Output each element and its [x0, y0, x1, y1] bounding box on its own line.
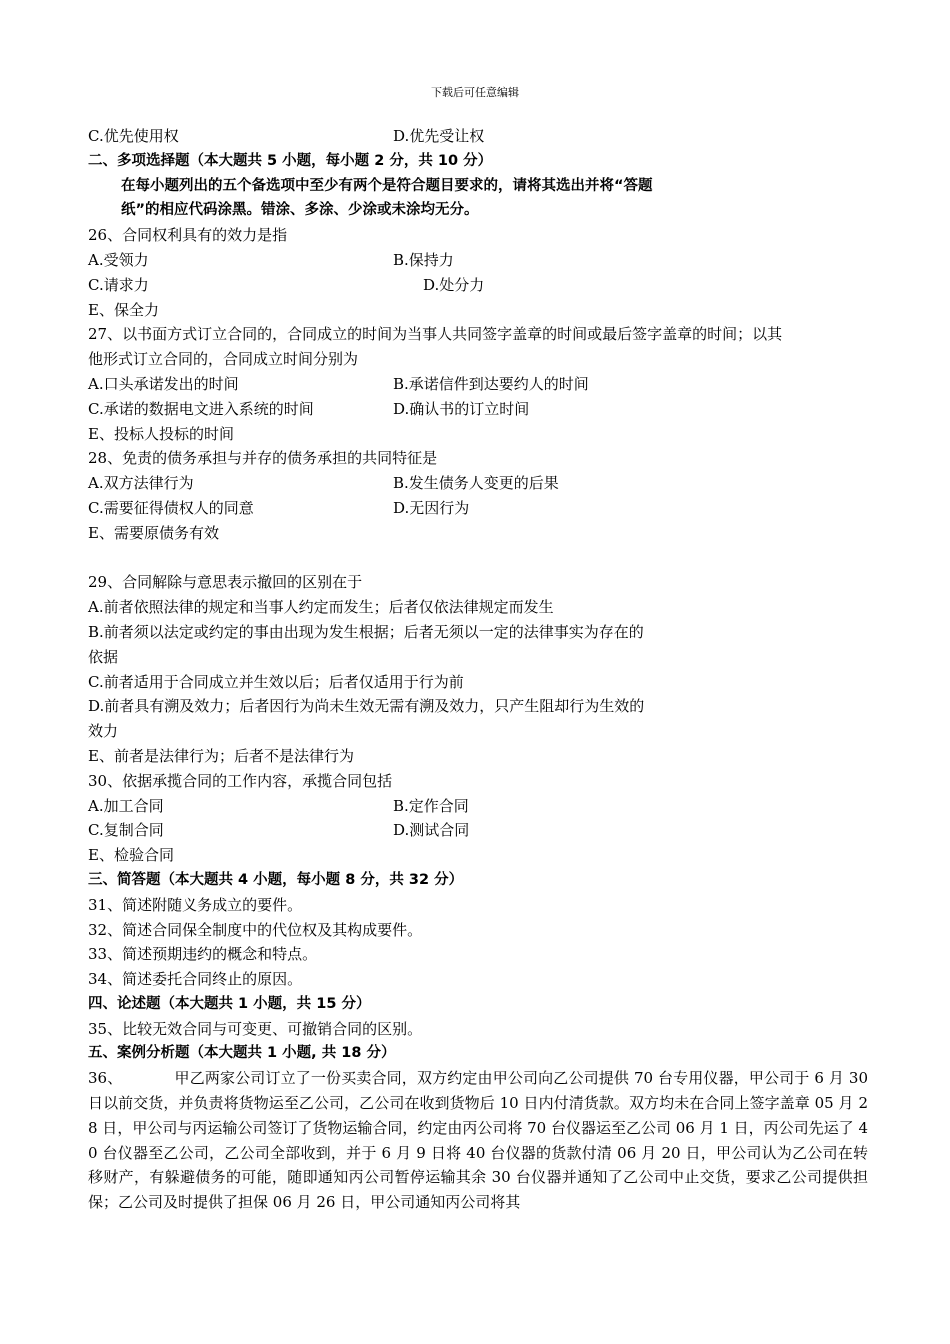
section-2-instruction-line2: 纸”的相应代码涂黑。错涂、多涂、少涂或未涂均无分。: [121, 202, 479, 219]
q35: 35、比较无效合同与可变更、可撤销合同的区别。: [88, 1019, 423, 1038]
q33: 33、简述预期违约的概念和特点。: [88, 945, 318, 964]
q26-options-ab: [88, 248, 868, 273]
option-c: C.需要征得债权人的同意: [88, 498, 254, 517]
option-c: C.承诺的数据电文进入系统的时间: [88, 399, 314, 418]
option-c: C.复制合同: [88, 821, 164, 840]
q30-options-cd: [88, 818, 868, 843]
option-c: C.请求力: [88, 275, 149, 294]
q26-stem: 26、合同权利具有的效力是指: [88, 226, 288, 245]
option-d: D.处分力: [423, 275, 485, 294]
option-e: E、前者是法律行为；后者不是法律行为: [88, 746, 354, 765]
option-a: A.受领力: [88, 250, 149, 269]
option-e: E、投标人投标的时间: [88, 424, 234, 443]
option-e: E、需要原债务有效: [88, 523, 219, 542]
q34: 34、简述委托合同终止的原因。: [88, 970, 303, 989]
option-c: C.前者适用于合同成立并生效以后；后者仅适用于行为前: [88, 672, 464, 691]
q29-stem: 29、合同解除与意思表示撤回的区别在于: [88, 573, 363, 592]
option-e: E、保全力: [88, 300, 159, 319]
q32: 32、简述合同保全制度中的代位权及其构成要件。: [88, 920, 423, 939]
q27-options-ab: [88, 372, 868, 397]
q27-stem-line1: 27、以书面方式订立合同的，合同成立的时间为当事人共同签字盖章的时间或最后签字盖章的时间；以其: [88, 325, 783, 344]
q30-stem: 30、依据承揽合同的工作内容，承揽合同包括: [88, 771, 393, 790]
section-2-instruction-line1: 在每小题列出的五个备选项中至少有两个是符合题目要求的，请将其选出并将“答题: [121, 177, 653, 194]
q36-case-paragraph: [88, 1066, 868, 1215]
option-d: D.无因行为: [393, 498, 470, 517]
q28-options-cd: [88, 496, 868, 521]
option-b: B.定作合同: [393, 796, 469, 815]
option-d: D.优先受让权: [393, 127, 485, 145]
option-a: A.双方法律行为: [88, 474, 194, 493]
option-d: D.测试合同: [393, 821, 470, 840]
q36-text: 甲乙两家公司订立了一份买卖合同，双方约定由甲公司向乙公司提供 70 台专用仪器，甲公司于 6 月 30 日以前交货，并负责将货物运至乙公司，乙公司在收到货物后 10 日内付清货款。双方均未在合同上签字盖章 05 月 28 日，甲公司与丙运输公司签订了货物运输合同，约定由丙公司将 70 台仪器运至乙公司 06 月 1 日，丙公司先运了 40 台仪器至乙公司，乙公司全部收到，并于 6 月 9 日将 40 台仪器的货款付清 06 月 20 日，甲公司认为乙公司在转移财产，有躲避债务的可能，随即通知丙公司暂停运输其余 30 台仪器并通知了乙公司中止交货，要求乙公司提供担保；乙公司及时提供了担保 06 月 26 日，甲公司通知丙公司将其: [88, 1069, 868, 1212]
section-2-title: 二、多项选择题（本大题共 5 小题，每小题 2 分，共 10 分）: [88, 152, 493, 169]
option-d-line2: 效力: [88, 722, 119, 741]
q28-options-ab: [88, 471, 868, 496]
option-b-line1: B.前者须以法定或约定的事由出现为发生根据；后者无须以一定的法律事实为存在的: [88, 622, 644, 641]
option-b: B.承诺信件到达要约人的时间: [393, 374, 589, 393]
exam-content: [88, 124, 868, 1215]
option-a: A.前者依照法律的规定和当事人约定而发生；后者仅依法律规定而发生: [88, 598, 554, 617]
option-a: A.口头承诺发出的时间: [88, 374, 239, 393]
q27-options-cd: [88, 397, 868, 422]
q25-options-cd: [88, 124, 868, 149]
section-3-title: 三、简答题（本大题共 4 小题，每小题 8 分，共 32 分）: [88, 871, 464, 888]
q30-options-ab: [88, 794, 868, 819]
q27-stem-line2: 他形式订立合同的，合同成立时间分别为: [88, 350, 359, 369]
blank-line: [88, 546, 868, 571]
option-d-line1: D.前者具有溯及效力；后者因行为尚未生效无需有溯及效力，只产生阻却行为生效的: [88, 697, 645, 716]
section-5-title: 五、案例分析题（本大题共 1 小题, 共 18 分）: [88, 1045, 396, 1062]
option-c: C.优先使用权: [88, 127, 179, 145]
option-d: D.确认书的订立时间: [393, 399, 530, 418]
section-4-title: 四、论述题（本大题共 1 小题，共 15 分）: [88, 995, 371, 1012]
q36-number: 36、: [88, 1069, 123, 1088]
option-e: E、检验合同: [88, 846, 174, 865]
option-b: B.发生债务人变更的后果: [393, 474, 559, 493]
option-b: B.保持力: [393, 250, 454, 269]
option-a: A.加工合同: [88, 796, 164, 815]
option-b-line2: 依据: [88, 647, 119, 666]
q31: 31、简述附随义务成立的要件。: [88, 895, 303, 914]
page-header: 下载后可任意编辑: [431, 86, 519, 99]
q26-options-cd: [88, 273, 868, 298]
q28-stem: 28、免责的债务承担与并存的债务承担的共同特征是: [88, 449, 438, 468]
